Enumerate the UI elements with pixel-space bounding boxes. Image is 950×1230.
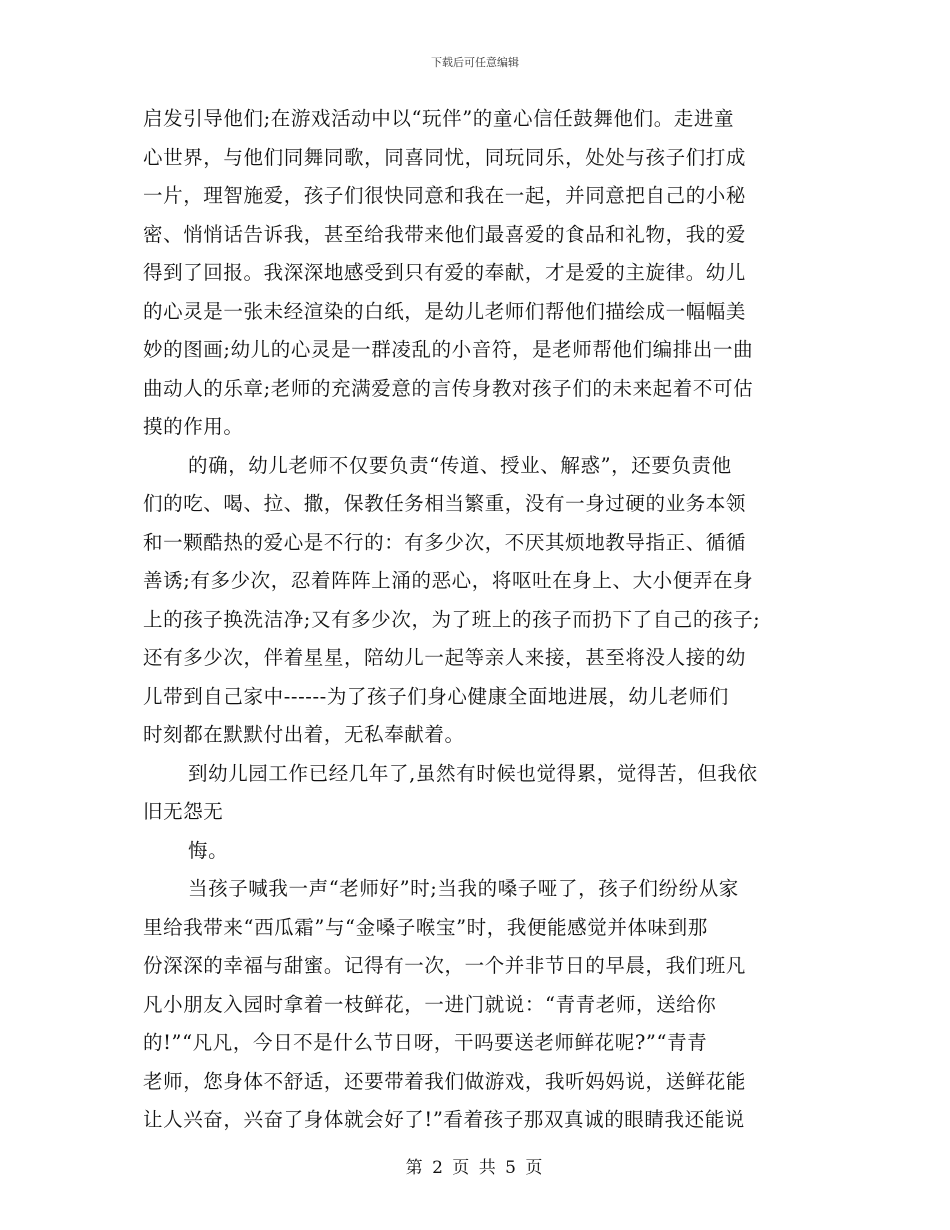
text-line: 妙的图画;幼儿的心灵是一群凌乱的小音符，是老师帮他们编排出一曲: [143, 338, 754, 361]
page-number: 第 2 页 共 5 页: [405, 1158, 545, 1178]
text-line: 的心灵是一张未经渲染的白纸，是幼儿老师们帮他们描绘成一幅幅美: [143, 299, 747, 323]
text-line: 里给我带来“西瓜霜”与“金嗓子喉宝”时，我便能感觉并体味到那: [143, 915, 708, 939]
text-line: 的!”“凡凡，今日不是什么节日呀，干吗要送老师鲜花呢?”“青青: [143, 1031, 708, 1054]
text-line: 旧无怨无: [143, 800, 224, 823]
page-header: 下载后可任意编辑: [431, 56, 519, 69]
text-line: 上的孩子换洗洁净;又有多少次，为了班上的孩子而扔下了自己的孩子;: [143, 607, 761, 631]
text-line: 悔。: [188, 838, 229, 862]
text-line: 们的吃、喝、拉、撒，保教任务相当繁重，没有一身过硬的业务本领: [143, 492, 747, 515]
text-line: 凡小朋友入园时拿着一枝鲜花，一进门就说：“青青老师，送给你: [143, 992, 717, 1016]
text-line: 老师，您身体不舒适，还要带着我们做游戏，我听妈妈说，送鲜花能: [143, 1069, 747, 1093]
text-line: 摸的作用。: [143, 415, 244, 438]
text-line: 还有多少次，伴着星星，陪幼儿一起等亲人来接，甚至将没人接的幼: [143, 646, 747, 669]
text-line: 让人兴奋，兴奋了身体就会好了!”看着孩子那双真诚的眼睛我还能说: [143, 1108, 745, 1131]
text-line: 的确，幼儿老师不仅要负责“传道、授业、解惑”，还要负责他: [188, 453, 732, 477]
text-line: 得到了回报。我深深地感受到只有爱的奉献，才是爱的主旋律。幼儿: [143, 261, 747, 284]
text-line: 到幼儿园工作已经几年了,虽然有时候也觉得累，觉得苦，但我依: [188, 761, 758, 785]
text-line: 密、悄悄话告诉我，甚至给我带来他们最喜爱的食品和礼物，我的爱: [143, 222, 747, 246]
text-line: 儿带到自己家中------为了孩子们身心健康全面地进展，幼儿老师们: [143, 684, 729, 708]
document-body: [143, 100, 808, 1140]
text-line: 一片，理智施爱，孩子们很快同意和我在一起，并同意把自己的小秘: [143, 184, 747, 207]
text-line: 曲动人的乐章;老师的充满爱意的言传身教对孩子们的未来起着不可估: [143, 376, 754, 400]
text-line: 份深深的幸福与甜蜜。记得有一次，一个并非节日的早晨，我们班凡: [143, 954, 747, 977]
text-line: 启发引导他们;在游戏活动中以“玩伴”的童心信任鼓舞他们。走进童: [143, 107, 735, 130]
text-line: 时刻都在默默付出着，无私奉献着。: [143, 723, 465, 746]
text-line: 和一颗酷热的爱心是不行的：有多少次，不厌其烦地教导指正、循循: [143, 530, 747, 554]
text-line: 心世界，与他们同舞同歌，同喜同忧，同玩同乐，处处与孩子们打成: [143, 145, 747, 169]
text-line: 当孩子喊我一声“老师好”时;当我的嗓子哑了，孩子们纷纷从家: [188, 877, 739, 900]
text-line: 善诱;有多少次，忍着阵阵上涌的恶心，将呕吐在身上、大小便弄在身: [143, 569, 754, 592]
